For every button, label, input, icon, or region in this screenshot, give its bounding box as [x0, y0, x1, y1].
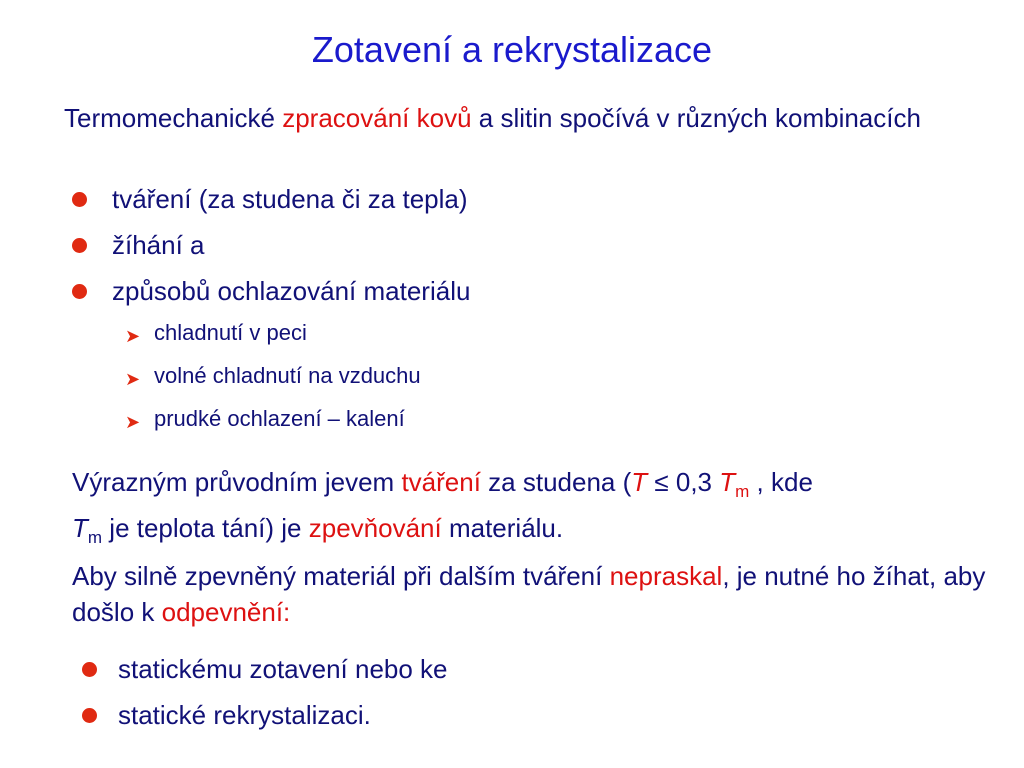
para-text: Aby silně zpevněný materiál při dalším tváření — [72, 561, 610, 591]
intro-text: Termomechanické — [64, 103, 283, 133]
para-text: ≤ 0,3 — [647, 467, 720, 497]
subscript-m: m — [87, 528, 103, 548]
para-text: je teplota tání) je — [102, 513, 309, 544]
arrow-bullet-icon: ➤ — [125, 326, 141, 346]
intro-highlight: zpracování kovů — [282, 103, 472, 133]
para-text: , kde — [749, 467, 813, 497]
intro-text-end: a slitin spočívá v různých kombinacích — [471, 103, 921, 133]
sub-list-item-text: prudké ochlazení – kalení — [154, 406, 405, 431]
para-highlight: tváření — [401, 467, 481, 497]
list-item-text: způsobů ochlazování materiálu — [112, 276, 471, 306]
arrow-bullet-icon: ➤ — [125, 412, 141, 432]
para-text: , je nutné ho žíhat, aby došlo k — [72, 561, 986, 627]
paragraph-cold-working — [72, 464, 992, 556]
subscript-m: m — [735, 482, 750, 502]
para-highlight: odpevnění: — [161, 597, 291, 627]
bullet-dot-icon — [72, 238, 87, 253]
melting-temperature-symbol: T — [719, 467, 736, 497]
para-text: materiálu. — [441, 513, 564, 544]
paragraph-annealing — [72, 558, 1002, 630]
list-item-text: žíhání a — [112, 230, 205, 260]
slide-title: Zotavení a rekrystalizace — [311, 29, 713, 70]
list-item-text: tváření (za studena či za tepla) — [112, 184, 468, 214]
sub-list-item-text: chladnutí v peci — [154, 320, 307, 345]
list-item-text: statickému zotavení nebo ke — [118, 654, 448, 684]
intro-paragraph — [64, 100, 964, 136]
para-text: za studena ( — [480, 467, 632, 497]
para-text: Výrazným průvodním jevem — [72, 467, 402, 497]
para-highlight: nepraskal — [609, 561, 723, 591]
sub-list-item-text: volné chladnutí na vzduchu — [154, 363, 421, 388]
bullet-dot-icon — [82, 662, 97, 677]
para-highlight: zpevňování — [308, 513, 442, 544]
list-item-text: statické rekrystalizaci. — [118, 700, 371, 730]
melting-temperature-symbol: T — [72, 513, 88, 544]
arrow-bullet-icon: ➤ — [125, 369, 141, 389]
temperature-symbol: T — [631, 467, 648, 497]
bullet-dot-icon — [72, 284, 87, 299]
bullet-dot-icon — [72, 192, 87, 207]
bullet-dot-icon — [82, 708, 97, 723]
